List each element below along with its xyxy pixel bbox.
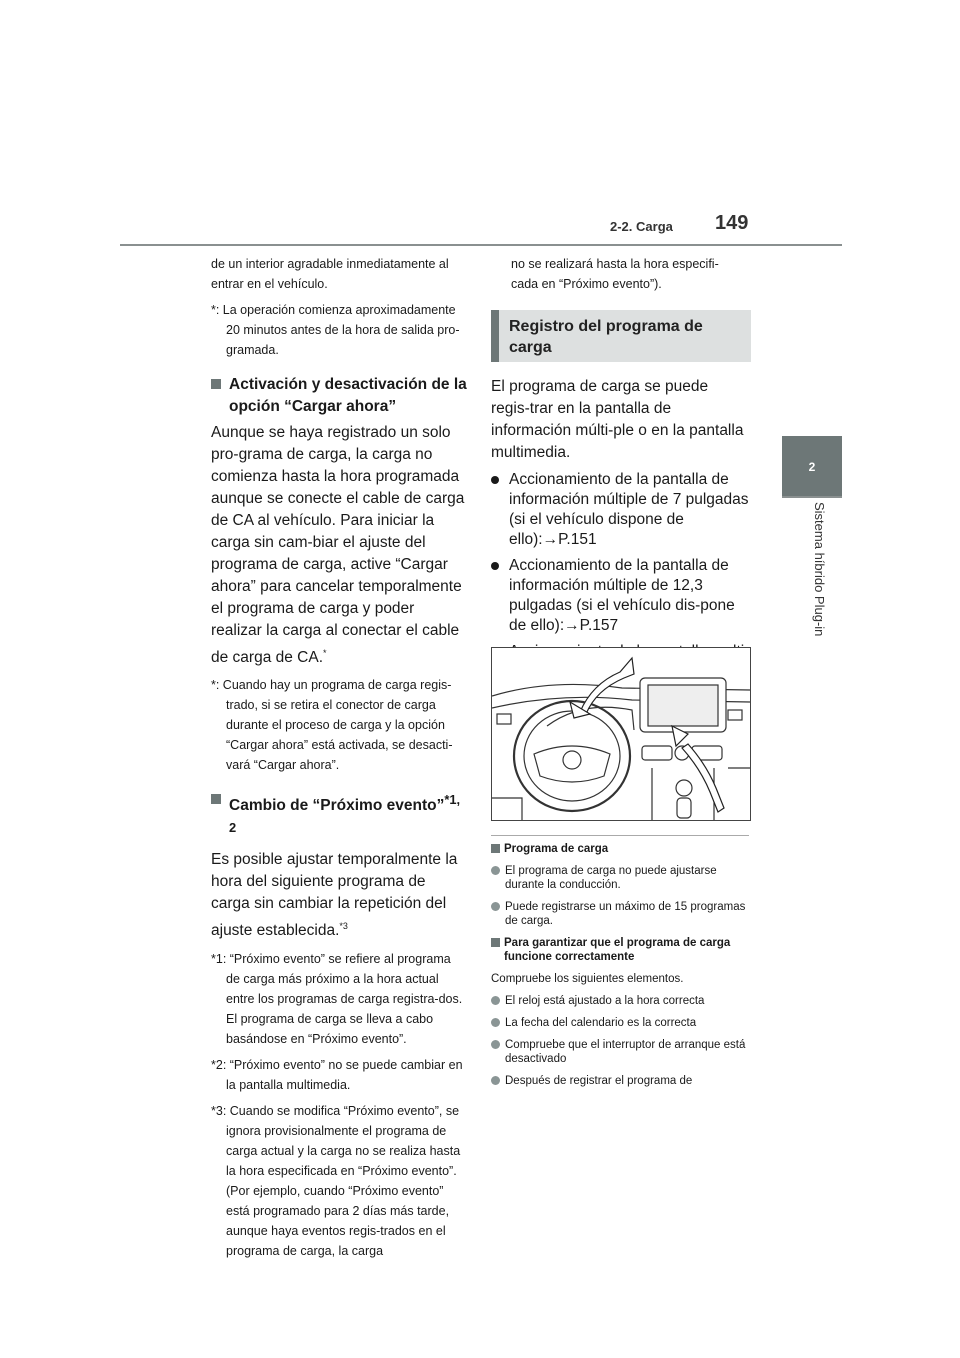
right-column — [491, 254, 751, 682]
round-bullet-icon — [491, 1076, 500, 1085]
section-heading-line: carga — [509, 339, 552, 356]
note-item — [491, 864, 751, 892]
bullet-dot-icon — [491, 562, 499, 570]
note-item-text: La fecha del calendario es la correcta — [505, 1017, 697, 1029]
round-bullet-icon — [491, 1040, 500, 1049]
paragraph: El programa de carga se puede regis-trar en la pantalla de información múlti-ple o en la pantalla multimedia. — [491, 378, 744, 461]
bullet-text: Accionamiento de la pantalla de información múltiple de 12,3 pulgadas (si el vehículo dis-pone de ello):→P.157 — [509, 557, 735, 634]
note-item — [491, 994, 751, 1008]
footnote-star: *: La operación comienza aproximadamente 20 minutos antes de la hora de salida pro-gramada. — [211, 303, 460, 357]
subheading-cargar-ahora — [211, 374, 467, 418]
note-item-text: El programa de carga no puede ajustarse durante la conducción. — [505, 865, 717, 891]
paragraph-text: Es posible ajustar temporalmente la hora del siguiente programa de carga sin cambiar la repetición del ajuste establecida. — [211, 851, 458, 940]
note-item — [491, 900, 751, 928]
note-item-text: Compruebe que el interruptor de arranque está desactivado — [505, 1039, 746, 1065]
note-heading-text: Programa de carga — [504, 843, 609, 855]
footnote-mark: * — [323, 648, 327, 658]
left-column — [211, 254, 467, 1261]
bullet-dot-icon — [491, 476, 499, 484]
square-bullet-icon — [211, 379, 221, 389]
square-bullet-icon — [491, 938, 500, 947]
section-heading-box — [491, 310, 751, 362]
footnote-2: *2: “Próximo evento” no se puede cambiar en la pantalla multimedia. — [211, 1057, 463, 1092]
dashboard-drawing — [492, 648, 750, 820]
intro-line: de un interior agradable inmediatamente al — [211, 257, 449, 271]
paragraph — [211, 422, 467, 669]
footnote-mark: *1, 2 — [229, 792, 461, 836]
note-item-text: El reloj está ajustado a la hora correcta — [505, 995, 705, 1007]
round-bullet-icon — [491, 1018, 500, 1027]
paragraph — [211, 849, 467, 942]
bullet-text: Accionamiento de la pantalla de información múltiple de 7 pulgadas (si el vehículo dispone de ello):→P.151 — [509, 471, 749, 548]
note-item — [491, 1016, 751, 1030]
note-paragraph: Compruebe los siguientes elementos. — [491, 973, 684, 985]
continued-line: cada en “Próximo evento”). — [511, 277, 662, 291]
chapter-tab — [782, 436, 842, 496]
continued-line: no se realizará hasta la hora especifi- — [511, 257, 719, 271]
round-bullet-icon — [491, 996, 500, 1005]
square-bullet-icon — [491, 844, 500, 853]
notes-block — [491, 842, 751, 1096]
note-item — [491, 1074, 751, 1088]
chapter-tab-divider — [782, 496, 842, 498]
note-item — [491, 1038, 751, 1066]
paragraph-text: Aunque se haya registrado un solo pro-grama de carga, la carga no comienza hasta la hora programada aunque se conecte el cable de carga de CA al vehículo. Para iniciar la carga sin cam-biar el ajuste del programa de carga, active “Cargar ahora” para cancelar temporalmente el programa de carga y poder realizar la carga al conectar el cable de carga de CA. — [211, 424, 465, 667]
footnote-mark: *3 — [339, 921, 348, 932]
round-bullet-icon — [491, 902, 500, 911]
intro-line: entrar en el vehículo. — [211, 277, 328, 291]
footnote-3: *3: Cuando se modifica “Próximo evento”, se ignora provisionalmente el programa de carga actual y la carga no se realiza hasta la hora especificada en “Próximo evento”. (Por ejemplo, cuando “Próximo evento” está programado para 2 días más tarde, aunque haya eventos regis-trados en el programa de carga, la carga — [211, 1103, 461, 1258]
footnote-star-2: *: Cuando hay un programa de carga regis-trado, si se retira el conector de carga durante el proceso de carga y la opción “Cargar ahora” está activada, se desacti-vará “Cargar ahora”. — [211, 678, 453, 773]
figure-divider — [491, 835, 749, 836]
section-heading-line: Registro del programa de — [509, 318, 703, 335]
chapter-title: Sistema híbrido Plug-in — [812, 502, 827, 637]
section-title: 2-2. Carga — [610, 219, 673, 234]
note-item-text: Después de registrar el programa de — [505, 1075, 693, 1087]
chapter-number: 2 — [808, 460, 816, 474]
footnote-1: *1: “Próximo evento” se refiere al programa de carga más próximo a la hora actual entre los programas de carga registra-dos. El programa de carga se lleva a cabo basándose en “Próximo evento”. — [211, 951, 463, 1046]
dashboard-illustration — [491, 647, 751, 821]
note-heading — [491, 842, 751, 856]
subheading-proximo-evento — [211, 789, 467, 845]
header-divider — [120, 244, 842, 246]
bullet-item — [491, 556, 751, 636]
subheading-text: Activación y desactivación de la opción “Cargar ahora” — [229, 376, 467, 415]
bullet-item — [491, 470, 751, 550]
square-bullet-icon — [211, 794, 221, 804]
note-heading — [491, 936, 751, 964]
note-heading-text: Para garantizar que el programa de carga funcione correctamente — [504, 937, 731, 963]
page-number: 149 — [715, 212, 749, 234]
note-item-text: Puede registrarse un máximo de 15 programas de carga. — [505, 901, 746, 927]
round-bullet-icon — [491, 866, 500, 875]
subheading-text: Cambio de “Próximo evento” — [229, 797, 445, 815]
